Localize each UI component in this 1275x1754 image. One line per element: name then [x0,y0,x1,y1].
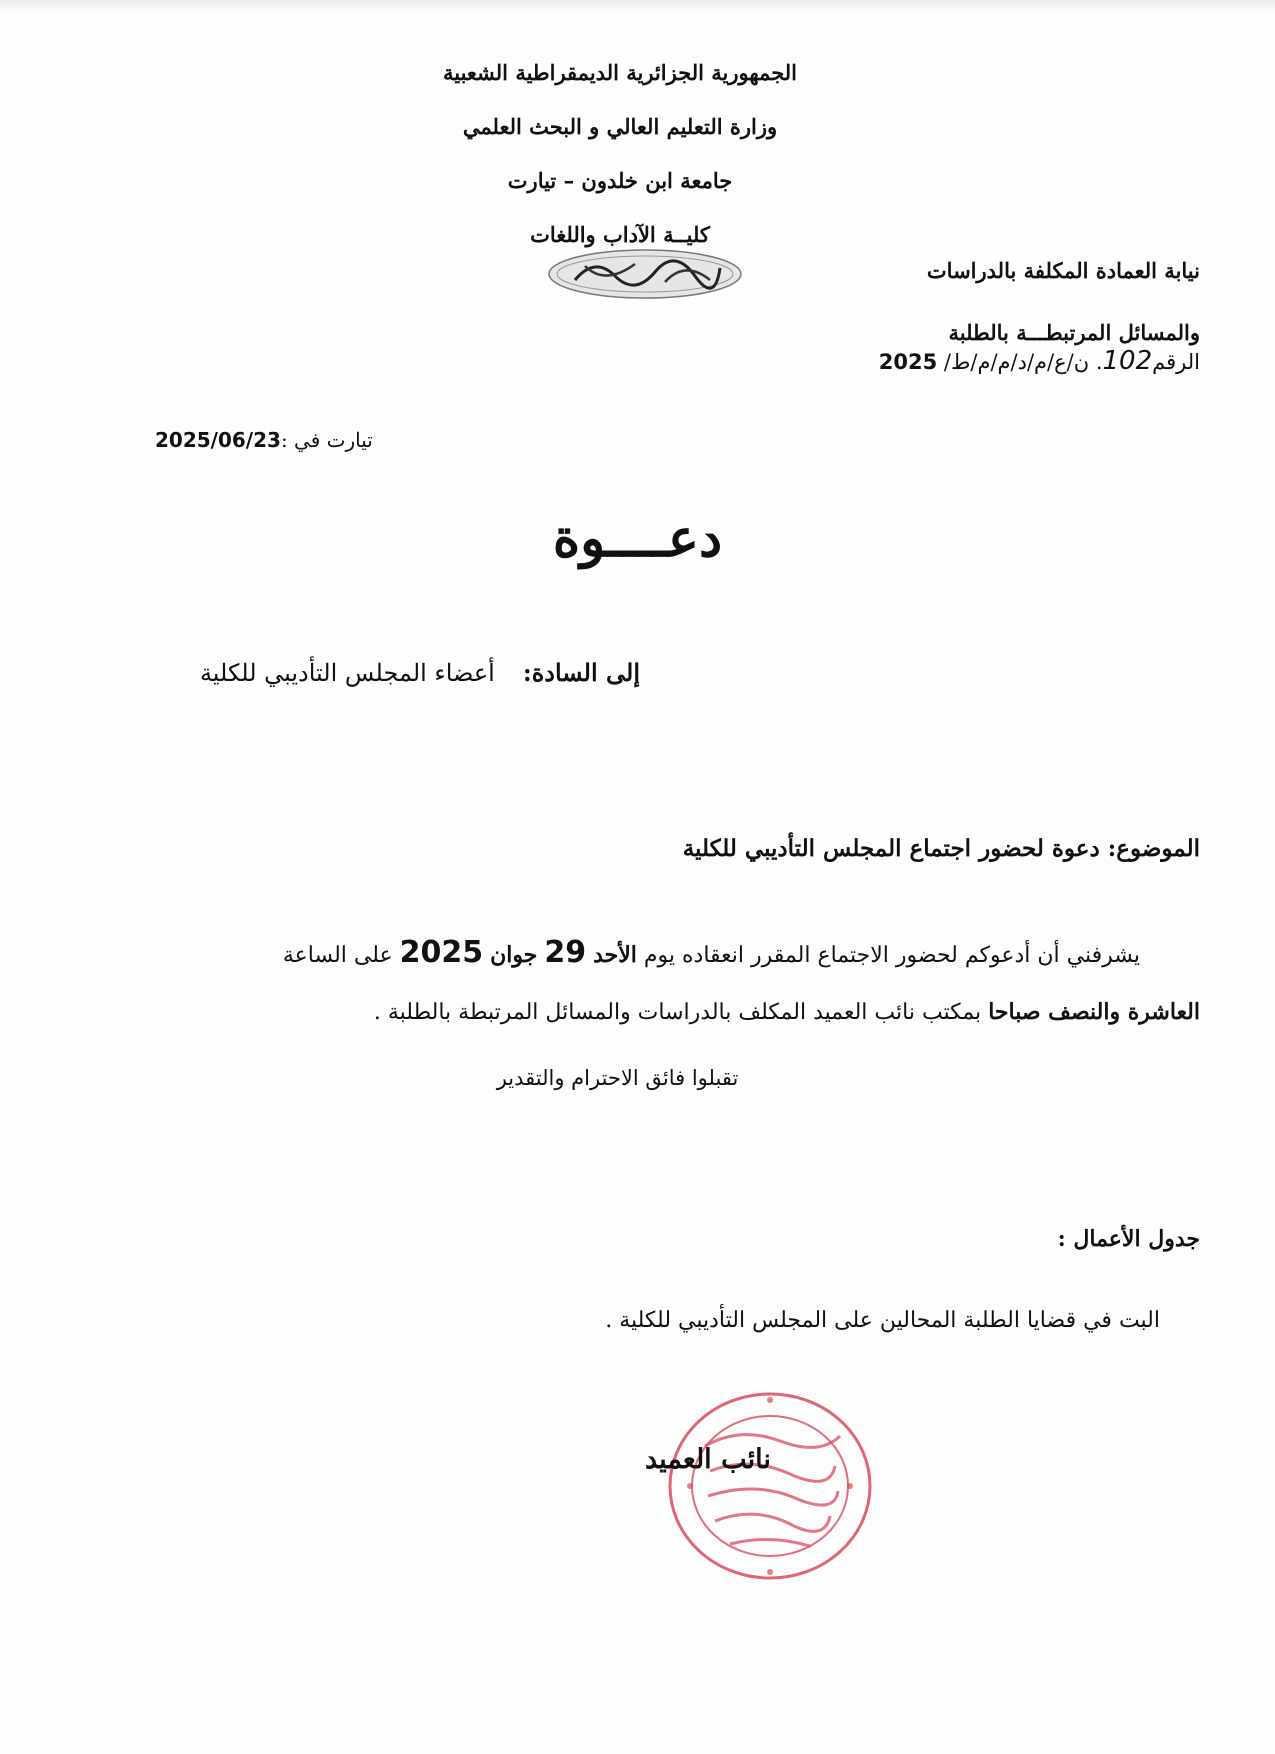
recipient-value: أعضاء المجلس التأديبي للكلية [199,659,495,687]
subject-line: الموضوع: دعوة لحضور اجتماع المجلس التأديبي للكلية [682,835,1200,862]
reference-year: 2025 [878,350,938,374]
meeting-month: جوان [490,942,538,968]
body-line-2 [190,984,1200,1041]
agenda-title: جدول الأعمال : [1057,1226,1200,1252]
date-label: تيارت في : [280,428,373,452]
meeting-location: بمكتب نائب العميد المكلف بالدراسات والمسائل المرتبطة بالطلبة . [373,1000,982,1025]
reference-code: . ن/ع/م/د/م/م/ط/ [943,350,1103,374]
meeting-day: الأحد [593,942,637,968]
body-start: يشرفني أن أدعوكم لحضور الاجتماع المقرر انعقاده يوم [643,943,1140,968]
recipient-label: إلى السادة: [522,658,640,687]
header-ministry: وزارة التعليم العالي و البحث العلمي [462,114,778,139]
meeting-time: العاشرة والنصف صباحا [988,999,1200,1025]
reference-handwritten-number: 102 [1102,346,1153,376]
letterhead [380,46,860,262]
official-stamp [660,1386,880,1586]
header-country: الجمهورية الجزائرية الديمقراطية الشعبية [442,60,797,85]
reference-number [879,346,1200,376]
reference-label: الرقم [1152,350,1200,374]
university-logo [545,246,745,302]
agenda-item: البت في قضايا الطلبة المحالين على المجلس التأديبي للكلية . [605,1308,1160,1333]
body-time-prefix: على الساعة [282,943,393,968]
scan-edge [0,0,1275,12]
signatory-title: نائب العميد [645,1444,771,1475]
meeting-year: 2025 [399,935,484,970]
invitation-body [190,925,1200,1041]
recipient-line [170,658,640,687]
header-faculty: كليــة الآداب واللغات [530,222,710,247]
closing-salutation: تقبلوا فائق الاحترام والتقدير [496,1066,739,1090]
date-value: 2025/06/23 [155,428,281,452]
body-line-1 [190,925,1200,984]
document-title: دعــــوة [552,508,723,569]
office-line-1: نيابة العمادة المكلفة بالدراسات [926,258,1200,283]
date-line [155,428,373,452]
office-line-2: والمسائل المرتبطـــة بالطلبة [948,320,1200,345]
meeting-date-number: 29 [544,935,587,970]
header-university: جامعة ابن خلدون – تيارت [507,168,733,193]
